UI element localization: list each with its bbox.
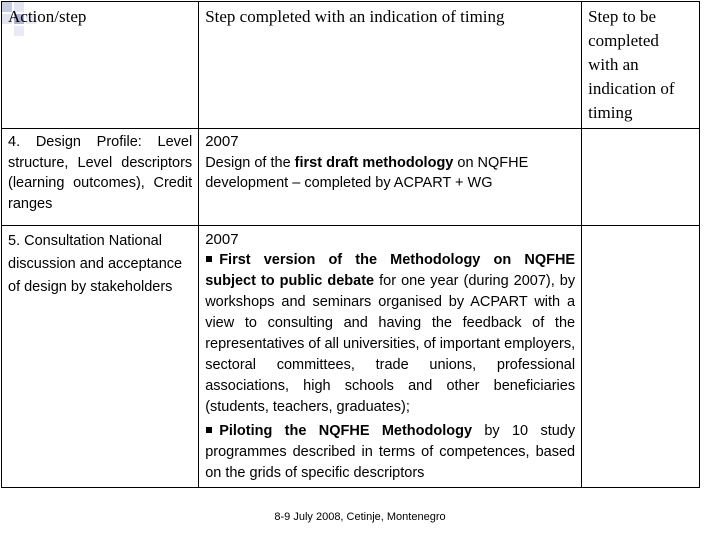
bullet-square-icon <box>206 427 212 433</box>
row1-completed-cell <box>199 129 582 226</box>
row2-bullet-2: Piloting the NQFHE Methodology by 10 study programmes described in terms of competences, based on the grids of specific descriptors <box>205 423 576 481</box>
row2-action-cell: 5. Consultation National discussion and acceptance of design by stakeholders <box>2 226 199 488</box>
table-row <box>2 226 700 488</box>
bullet-square-icon <box>206 256 212 262</box>
row1-action-cell: 4. Design Profile: Level structure, Level descriptors (learning outcomes), Credit ranges <box>2 129 199 226</box>
footer-date-location: 8-9 July 2008, Cetinje, Montenegro <box>274 511 446 523</box>
header-step-to-be-completed: Step to be completed with an indication of timing <box>582 2 700 129</box>
row2-bullet-1: First version of the Methodology on NQFHE subject to public debate for one year (during 2007), by workshops and seminars organised by ACPART with a view to consulting and having the feedback of the representatives of all universities, of important employers, sectoral committees, trade unions, professional associations, high schools and other beneficiaries (students, teachers, graduates); <box>205 252 576 415</box>
row2-completed-cell <box>199 226 582 488</box>
table-row <box>2 129 700 226</box>
row1-pending-cell <box>582 129 700 226</box>
header-step-completed: Step completed with an indication of timing <box>199 2 582 129</box>
header-action-step: Action/step <box>2 2 199 129</box>
row1-year: 2007 <box>205 133 239 150</box>
row2-pending-cell <box>582 226 700 488</box>
row2-year: 2007 <box>205 231 239 248</box>
timeline-table <box>1 1 700 488</box>
table-header-row <box>2 2 700 129</box>
row1-description: Design of the first draft methodology on NQFHE development – completed by ACPART + WG <box>205 154 529 191</box>
